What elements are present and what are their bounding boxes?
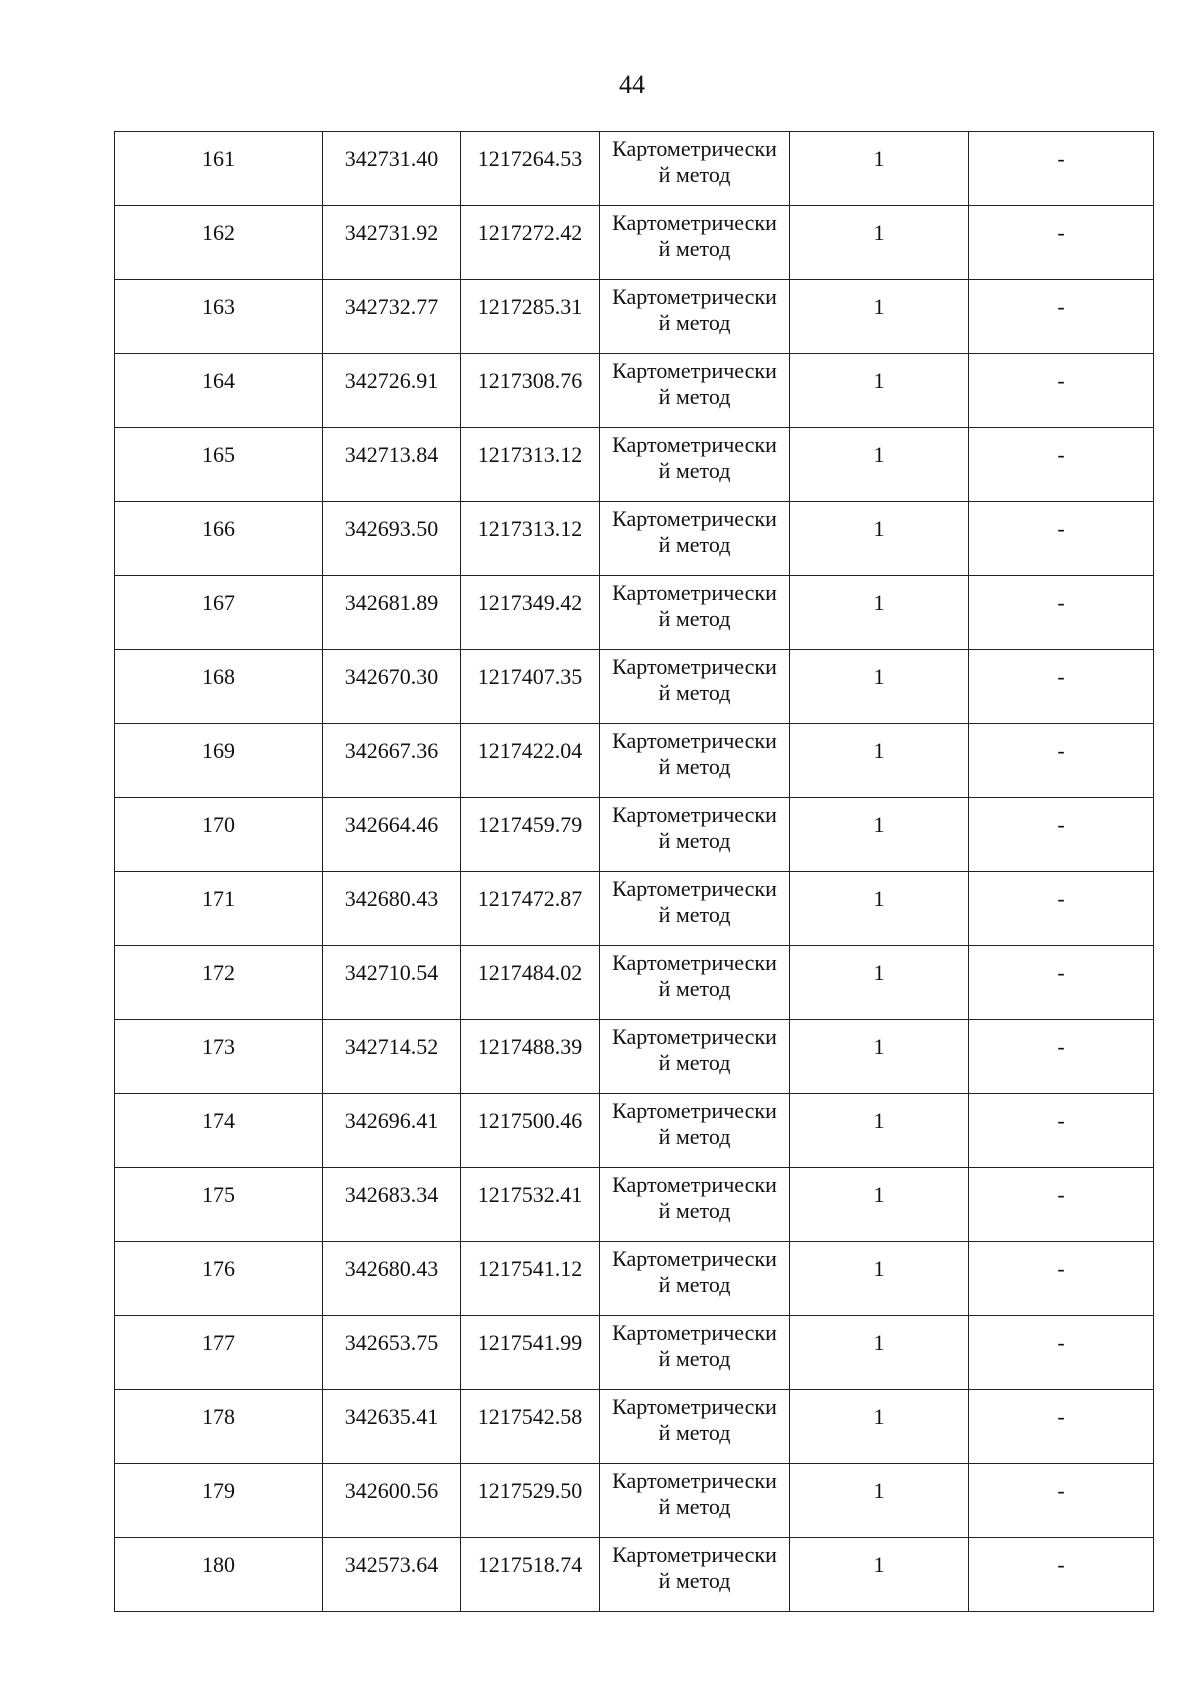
accuracy-value: 1 [873, 441, 885, 467]
accuracy-value: 1 [873, 219, 885, 245]
table-row [115, 1168, 1154, 1242]
table-row [115, 946, 1154, 1020]
x-coordinate: 342714.52 [344, 1033, 439, 1059]
y-coordinate: 1217349.42 [477, 589, 583, 615]
point-number-cell [115, 872, 323, 946]
point-number-cell [115, 428, 323, 502]
x-coordinate-cell [323, 1464, 461, 1538]
method-line-2: й метод [658, 1198, 731, 1223]
table-row [115, 1316, 1154, 1390]
y-coordinate-cell [461, 354, 600, 428]
y-coordinate: 1217484.02 [477, 959, 583, 985]
x-coordinate: 342726.91 [344, 367, 439, 393]
method-line-2: й метод [658, 902, 731, 927]
method-cell [600, 502, 790, 576]
description-cell [969, 1538, 1154, 1612]
y-coordinate-cell [461, 1242, 600, 1316]
x-coordinate-cell [323, 1094, 461, 1168]
accuracy-value: 1 [873, 1477, 885, 1503]
method-line-1: Картометрически [612, 802, 777, 827]
coordinates-table-body [115, 132, 1154, 1612]
x-coordinate-cell [323, 1390, 461, 1464]
table-row [115, 724, 1154, 798]
point-number-cell [115, 1390, 323, 1464]
point-number: 161 [202, 145, 235, 171]
x-coordinate: 342731.92 [344, 219, 439, 245]
accuracy-cell [790, 1464, 969, 1538]
y-coordinate-cell [461, 1390, 600, 1464]
method-line-1: Картометрически [612, 1098, 777, 1123]
accuracy-value: 1 [873, 959, 885, 985]
y-coordinate: 1217272.42 [477, 219, 583, 245]
y-coordinate: 1217422.04 [477, 737, 583, 763]
description-value: - [1057, 885, 1065, 911]
y-coordinate-cell [461, 872, 600, 946]
y-coordinate: 1217308.76 [477, 367, 583, 393]
y-coordinate-cell [461, 798, 600, 872]
description-cell [969, 1168, 1154, 1242]
accuracy-value: 1 [873, 1329, 885, 1355]
x-coordinate-cell [323, 206, 461, 280]
accuracy-cell [790, 724, 969, 798]
method-line-2: й метод [658, 754, 731, 779]
method-line-2: й метод [658, 458, 731, 483]
description-value: - [1057, 737, 1065, 763]
method-line-1: Картометрически [612, 1246, 777, 1271]
table-row [115, 428, 1154, 502]
y-coordinate: 1217313.12 [477, 441, 583, 467]
method-cell [600, 724, 790, 798]
description-cell [969, 1020, 1154, 1094]
method-cell [600, 946, 790, 1020]
x-coordinate-cell [323, 502, 461, 576]
method-cell [600, 206, 790, 280]
description-value: - [1057, 293, 1065, 319]
method-cell [600, 354, 790, 428]
method-line-2: й метод [658, 1124, 731, 1149]
method-line-1: Картометрически [612, 654, 777, 679]
method-line-1: Картометрически [612, 728, 777, 753]
point-number: 178 [202, 1403, 235, 1429]
description-value: - [1057, 441, 1065, 467]
description-value: - [1057, 1477, 1065, 1503]
table-row [115, 576, 1154, 650]
description-value: - [1057, 959, 1065, 985]
description-cell [969, 946, 1154, 1020]
accuracy-cell [790, 946, 969, 1020]
accuracy-cell [790, 1390, 969, 1464]
point-number: 165 [202, 441, 235, 467]
accuracy-value: 1 [873, 1403, 885, 1429]
method-line-2: й метод [658, 1494, 731, 1519]
x-coordinate: 342732.77 [344, 293, 439, 319]
description-value: - [1057, 219, 1065, 245]
x-coordinate-cell [323, 132, 461, 206]
description-value: - [1057, 663, 1065, 689]
y-coordinate: 1217532.41 [477, 1181, 583, 1207]
x-coordinate: 342693.50 [344, 515, 439, 541]
accuracy-cell [790, 1094, 969, 1168]
y-coordinate-cell [461, 428, 600, 502]
accuracy-cell [790, 1242, 969, 1316]
x-coordinate: 342696.41 [344, 1107, 439, 1133]
method-cell [600, 576, 790, 650]
accuracy-cell [790, 280, 969, 354]
y-coordinate-cell [461, 1094, 600, 1168]
description-cell [969, 132, 1154, 206]
method-line-2: й метод [658, 384, 731, 409]
accuracy-value: 1 [873, 1107, 885, 1133]
accuracy-cell [790, 354, 969, 428]
point-number: 176 [202, 1255, 235, 1281]
point-number: 163 [202, 293, 235, 319]
description-cell [969, 1094, 1154, 1168]
x-coordinate: 342731.40 [344, 145, 439, 171]
x-coordinate: 342664.46 [344, 811, 439, 837]
x-coordinate: 342667.36 [344, 737, 439, 763]
x-coordinate-cell [323, 1242, 461, 1316]
point-number-cell [115, 502, 323, 576]
accuracy-cell [790, 1538, 969, 1612]
point-number: 179 [202, 1477, 235, 1503]
point-number-cell [115, 354, 323, 428]
accuracy-cell [790, 1168, 969, 1242]
accuracy-value: 1 [873, 1551, 885, 1577]
accuracy-cell [790, 650, 969, 724]
y-coordinate: 1217472.87 [477, 885, 583, 911]
method-cell [600, 280, 790, 354]
description-cell [969, 354, 1154, 428]
point-number: 170 [202, 811, 235, 837]
description-value: - [1057, 1255, 1065, 1281]
table-row [115, 502, 1154, 576]
y-coordinate-cell [461, 576, 600, 650]
accuracy-value: 1 [873, 367, 885, 393]
point-number-cell [115, 1316, 323, 1390]
point-number-cell [115, 1538, 323, 1612]
method-line-2: й метод [658, 162, 731, 187]
x-coordinate-cell [323, 798, 461, 872]
table-row [115, 132, 1154, 206]
accuracy-value: 1 [873, 589, 885, 615]
y-coordinate-cell [461, 280, 600, 354]
y-coordinate-cell [461, 132, 600, 206]
method-line-2: й метод [658, 310, 731, 335]
y-coordinate-cell [461, 1538, 600, 1612]
description-cell [969, 798, 1154, 872]
table-row [115, 1390, 1154, 1464]
x-coordinate: 342635.41 [344, 1403, 439, 1429]
method-cell [600, 1464, 790, 1538]
y-coordinate-cell [461, 946, 600, 1020]
method-cell [600, 1316, 790, 1390]
point-number-cell [115, 1464, 323, 1538]
description-cell [969, 576, 1154, 650]
x-coordinate: 342573.64 [344, 1551, 439, 1577]
point-number: 162 [202, 219, 235, 245]
description-value: - [1057, 367, 1065, 393]
table-row [115, 1464, 1154, 1538]
x-coordinate-cell [323, 872, 461, 946]
point-number-cell [115, 650, 323, 724]
table-row [115, 1538, 1154, 1612]
y-coordinate: 1217541.12 [477, 1255, 583, 1281]
point-number: 169 [202, 737, 235, 763]
y-coordinate: 1217264.53 [477, 145, 583, 171]
x-coordinate: 342681.89 [344, 589, 439, 615]
method-cell [600, 1242, 790, 1316]
x-coordinate: 342653.75 [344, 1329, 439, 1355]
point-number: 171 [202, 885, 235, 911]
point-number: 168 [202, 663, 235, 689]
method-line-1: Картометрически [612, 1024, 777, 1049]
accuracy-value: 1 [873, 1255, 885, 1281]
y-coordinate-cell [461, 650, 600, 724]
method-cell [600, 1390, 790, 1464]
description-value: - [1057, 811, 1065, 837]
point-number-cell [115, 1168, 323, 1242]
method-line-1: Картометрически [612, 210, 777, 235]
method-line-2: й метод [658, 532, 731, 557]
coordinates-table [114, 131, 1154, 1612]
x-coordinate: 342713.84 [344, 441, 439, 467]
method-cell [600, 1168, 790, 1242]
description-value: - [1057, 1181, 1065, 1207]
x-coordinate-cell [323, 1538, 461, 1612]
x-coordinate-cell [323, 280, 461, 354]
method-line-1: Картометрически [612, 358, 777, 383]
y-coordinate: 1217529.50 [477, 1477, 583, 1503]
point-number-cell [115, 576, 323, 650]
point-number: 177 [202, 1329, 235, 1355]
accuracy-cell [790, 502, 969, 576]
accuracy-value: 1 [873, 293, 885, 319]
table-row [115, 872, 1154, 946]
table-row [115, 354, 1154, 428]
x-coordinate: 342670.30 [344, 663, 439, 689]
point-number-cell [115, 724, 323, 798]
description-value: - [1057, 145, 1065, 171]
y-coordinate-cell [461, 1464, 600, 1538]
method-cell [600, 132, 790, 206]
method-cell [600, 872, 790, 946]
table-row [115, 650, 1154, 724]
method-cell [600, 650, 790, 724]
table-row [115, 798, 1154, 872]
point-number-cell [115, 132, 323, 206]
method-cell [600, 798, 790, 872]
accuracy-value: 1 [873, 885, 885, 911]
x-coordinate-cell [323, 354, 461, 428]
method-line-2: й метод [658, 1346, 731, 1371]
table-row [115, 1094, 1154, 1168]
method-line-1: Картометрически [612, 1320, 777, 1345]
point-number-cell [115, 1094, 323, 1168]
method-line-2: й метод [658, 1568, 731, 1593]
point-number-cell [115, 280, 323, 354]
accuracy-value: 1 [873, 145, 885, 171]
y-coordinate: 1217407.35 [477, 663, 583, 689]
point-number-cell [115, 1242, 323, 1316]
y-coordinate-cell [461, 1020, 600, 1094]
y-coordinate: 1217313.12 [477, 515, 583, 541]
method-line-1: Картометрически [612, 876, 777, 901]
point-number-cell [115, 798, 323, 872]
method-line-2: й метод [658, 236, 731, 261]
page-number: 44 [619, 70, 645, 99]
point-number-cell [115, 206, 323, 280]
accuracy-cell [790, 132, 969, 206]
table-row [115, 1020, 1154, 1094]
y-coordinate: 1217542.58 [477, 1403, 583, 1429]
accuracy-value: 1 [873, 1181, 885, 1207]
description-cell [969, 1316, 1154, 1390]
method-cell [600, 428, 790, 502]
method-cell [600, 1020, 790, 1094]
x-coordinate: 342710.54 [344, 959, 439, 985]
y-coordinate: 1217518.74 [477, 1551, 583, 1577]
point-number: 164 [202, 367, 235, 393]
table-row [115, 1242, 1154, 1316]
method-line-1: Картометрически [612, 1468, 777, 1493]
accuracy-cell [790, 576, 969, 650]
description-value: - [1057, 515, 1065, 541]
method-cell [600, 1094, 790, 1168]
description-cell [969, 872, 1154, 946]
method-line-2: й метод [658, 680, 731, 705]
y-coordinate-cell [461, 206, 600, 280]
method-line-1: Картометрически [612, 580, 777, 605]
accuracy-cell [790, 872, 969, 946]
table-row [115, 280, 1154, 354]
accuracy-value: 1 [873, 811, 885, 837]
accuracy-value: 1 [873, 663, 885, 689]
x-coordinate-cell [323, 428, 461, 502]
method-cell [600, 1538, 790, 1612]
method-line-2: й метод [658, 1420, 731, 1445]
accuracy-cell [790, 798, 969, 872]
method-line-1: Картометрически [612, 1394, 777, 1419]
point-number: 174 [202, 1107, 235, 1133]
point-number: 167 [202, 589, 235, 615]
method-line-1: Картометрически [612, 1172, 777, 1197]
description-cell [969, 724, 1154, 798]
description-value: - [1057, 1033, 1065, 1059]
accuracy-value: 1 [873, 737, 885, 763]
accuracy-value: 1 [873, 515, 885, 541]
point-number: 175 [202, 1181, 235, 1207]
method-line-2: й метод [658, 976, 731, 1001]
accuracy-cell [790, 206, 969, 280]
y-coordinate-cell [461, 724, 600, 798]
description-value: - [1057, 1329, 1065, 1355]
y-coordinate: 1217285.31 [477, 293, 583, 319]
point-number-cell [115, 946, 323, 1020]
y-coordinate: 1217541.99 [477, 1329, 583, 1355]
description-value: - [1057, 1403, 1065, 1429]
description-value: - [1057, 1551, 1065, 1577]
description-cell [969, 428, 1154, 502]
point-number: 166 [202, 515, 235, 541]
x-coordinate: 342683.34 [344, 1181, 439, 1207]
method-line-2: й метод [658, 606, 731, 631]
method-line-1: Картометрически [612, 432, 777, 457]
y-coordinate-cell [461, 502, 600, 576]
x-coordinate-cell [323, 1316, 461, 1390]
method-line-1: Картометрически [612, 136, 777, 161]
y-coordinate: 1217500.46 [477, 1107, 583, 1133]
point-number: 173 [202, 1033, 235, 1059]
x-coordinate-cell [323, 1020, 461, 1094]
description-cell [969, 1464, 1154, 1538]
x-coordinate-cell [323, 946, 461, 1020]
x-coordinate-cell [323, 724, 461, 798]
method-line-1: Картометрически [612, 950, 777, 975]
table-row [115, 206, 1154, 280]
x-coordinate: 342600.56 [344, 1477, 439, 1503]
method-line-1: Картометрически [612, 284, 777, 309]
method-line-2: й метод [658, 1272, 731, 1297]
accuracy-cell [790, 1020, 969, 1094]
x-coordinate-cell [323, 576, 461, 650]
point-number: 172 [202, 959, 235, 985]
x-coordinate: 342680.43 [344, 885, 439, 911]
description-value: - [1057, 1107, 1065, 1133]
point-number: 180 [202, 1551, 235, 1577]
x-coordinate: 342680.43 [344, 1255, 439, 1281]
description-cell [969, 280, 1154, 354]
method-line-2: й метод [658, 1050, 731, 1075]
y-coordinate-cell [461, 1316, 600, 1390]
y-coordinate-cell [461, 1168, 600, 1242]
description-cell [969, 1242, 1154, 1316]
x-coordinate-cell [323, 650, 461, 724]
accuracy-value: 1 [873, 1033, 885, 1059]
description-cell [969, 1390, 1154, 1464]
description-cell [969, 502, 1154, 576]
description-value: - [1057, 589, 1065, 615]
description-cell [969, 206, 1154, 280]
method-line-1: Картометрически [612, 506, 777, 531]
point-number-cell [115, 1020, 323, 1094]
description-cell [969, 650, 1154, 724]
y-coordinate: 1217459.79 [477, 811, 583, 837]
accuracy-cell [790, 1316, 969, 1390]
y-coordinate: 1217488.39 [477, 1033, 583, 1059]
method-line-1: Картометрически [612, 1542, 777, 1567]
x-coordinate-cell [323, 1168, 461, 1242]
method-line-2: й метод [658, 828, 731, 853]
accuracy-cell [790, 428, 969, 502]
